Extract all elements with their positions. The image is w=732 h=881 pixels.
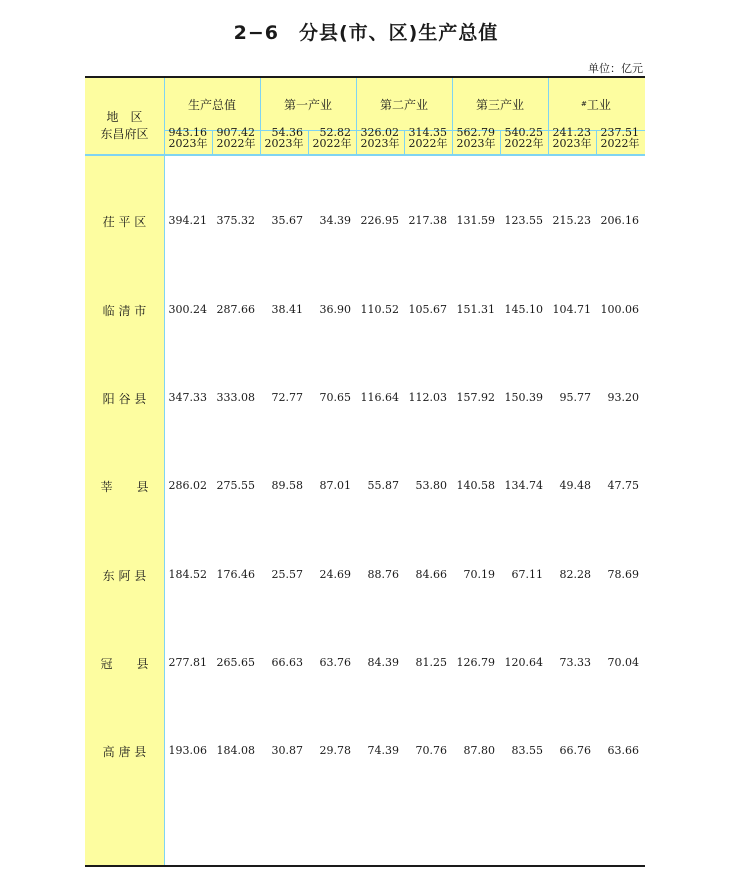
table-cell: 73.33 — [559, 656, 591, 669]
table-cell: 38.41 — [271, 303, 303, 316]
table-cell: 70.19 — [463, 568, 495, 581]
row-label: 东昌府区 — [100, 127, 149, 141]
table-cell: 265.65 — [216, 656, 255, 669]
unit-label: 单位：亿元 — [588, 62, 643, 75]
table-cell: 72.77 — [271, 391, 303, 404]
table-cell: 24.69 — [319, 568, 351, 581]
table-cell: 83.55 — [511, 744, 543, 757]
table-bottom-rule — [85, 865, 645, 867]
table-cell: 78.69 — [607, 568, 639, 581]
header-year: 2022年 — [408, 136, 448, 150]
header-year: 2023年 — [552, 136, 592, 150]
header-group-2: 第二产业 — [379, 97, 428, 112]
row-label: 茌 平 区 — [102, 215, 147, 229]
table-cell: 63.66 — [607, 744, 639, 757]
row-label: 高 唐 县 — [102, 745, 147, 759]
row-label: 阳 谷 县 — [102, 392, 147, 406]
table-cell: 36.90 — [319, 303, 351, 316]
header-year: 2022年 — [312, 136, 352, 150]
table-cell: 82.28 — [559, 568, 591, 581]
table-cell: 157.92 — [456, 391, 495, 404]
header-year: 2023年 — [168, 136, 208, 150]
table-cell: 116.64 — [360, 391, 399, 404]
header-area: 地 区 — [106, 109, 143, 124]
table-cell: 140.58 — [456, 479, 495, 492]
header-year: 2023年 — [456, 136, 496, 150]
header-group-1: 第一产业 — [283, 97, 332, 112]
table-cell: 95.77 — [559, 391, 591, 404]
table-cell: 562.79 — [456, 126, 495, 139]
header-year: 2022年 — [504, 136, 544, 150]
table-cell: 84.39 — [367, 656, 399, 669]
table-cell: 84.66 — [415, 568, 447, 581]
table-cell: 110.52 — [360, 303, 399, 316]
table-cell: 277.81 — [168, 656, 207, 669]
table-cell: 34.39 — [319, 214, 351, 227]
table-cell: 87.01 — [319, 479, 351, 492]
table-cell: 81.25 — [415, 656, 447, 669]
table-cell: 314.35 — [408, 126, 447, 139]
table-cell: 326.02 — [360, 126, 399, 139]
table-cell: 70.65 — [319, 391, 351, 404]
table-cell: 375.32 — [216, 214, 255, 227]
table-cell: 105.67 — [408, 303, 447, 316]
header-group-4 — [548, 78, 644, 130]
table-cell: 943.16 — [168, 126, 207, 139]
table-cell: 53.80 — [415, 479, 447, 492]
header-year: 2022年 — [216, 136, 256, 150]
page-title: 2−6 分县(市、区)生产总值 — [233, 22, 499, 44]
header-year: 2023年 — [264, 136, 304, 150]
table-cell: 193.06 — [168, 744, 207, 757]
table-cell: 87.80 — [463, 744, 495, 757]
table-cell: 54.36 — [271, 126, 303, 139]
row-label: 莘 县 — [100, 480, 149, 494]
row-label: 东 阿 县 — [102, 569, 147, 583]
table-cell: 237.51 — [600, 126, 639, 139]
table-cell: 333.08 — [216, 391, 255, 404]
table-cell: 145.10 — [504, 303, 543, 316]
table-cell: 66.76 — [559, 744, 591, 757]
table-cell: 907.42 — [216, 126, 255, 139]
table-cell: 89.58 — [271, 479, 303, 492]
table-cell: 131.59 — [456, 214, 495, 227]
table-cell: 66.63 — [271, 656, 303, 669]
table-cell: 30.87 — [271, 744, 303, 757]
table-cell: 184.08 — [216, 744, 255, 757]
table-cell: 134.74 — [504, 479, 543, 492]
table-cell: 74.39 — [367, 744, 399, 757]
table-cell: 150.39 — [504, 391, 543, 404]
header-bottom-rule — [85, 154, 645, 156]
table-cell: 52.82 — [319, 126, 351, 139]
header-group-label: 工业 — [586, 97, 611, 112]
table-cell: 55.87 — [367, 479, 399, 492]
table-cell: 123.55 — [504, 214, 543, 227]
table-cell: 540.25 — [504, 126, 543, 139]
table-cell: 226.95 — [360, 214, 399, 227]
industry-mark: # — [581, 100, 587, 108]
table-cell: 67.11 — [511, 568, 543, 581]
table-cell: 347.33 — [168, 391, 207, 404]
table-cell: 104.71 — [552, 303, 591, 316]
table-cell: 176.46 — [216, 568, 255, 581]
table-cell: 287.66 — [216, 303, 255, 316]
table-cell: 47.75 — [607, 479, 639, 492]
table-cell: 286.02 — [168, 479, 207, 492]
table-cell: 275.55 — [216, 479, 255, 492]
table-cell: 215.23 — [552, 214, 591, 227]
table-cell: 25.57 — [271, 568, 303, 581]
table-cell: 100.06 — [600, 303, 639, 316]
table-cell: 151.31 — [456, 303, 495, 316]
table-cell: 120.64 — [504, 656, 543, 669]
header-year: 2023年 — [360, 136, 400, 150]
table-cell: 29.78 — [319, 744, 351, 757]
row-label: 冠 县 — [100, 657, 149, 671]
table-cell: 184.52 — [168, 568, 207, 581]
header-year: 2022年 — [600, 136, 640, 150]
table-cell: 49.48 — [559, 479, 591, 492]
table-cell: 126.79 — [456, 656, 495, 669]
table-cell: 112.03 — [408, 391, 447, 404]
header-group-0: 生产总值 — [187, 97, 236, 112]
table-cell: 206.16 — [600, 214, 639, 227]
table-cell: 70.04 — [607, 656, 639, 669]
table-cell: 241.23 — [552, 126, 591, 139]
gdp-table — [85, 76, 645, 867]
table-cell: 70.76 — [415, 744, 447, 757]
table-cell: 88.76 — [367, 568, 399, 581]
table-cell: 63.76 — [319, 656, 351, 669]
table-cell: 35.67 — [271, 214, 303, 227]
table-cell: 217.38 — [408, 214, 447, 227]
header-group-3: 第三产业 — [475, 97, 524, 112]
table-cell: 93.20 — [607, 391, 639, 404]
row-label: 临 清 市 — [102, 304, 147, 318]
table-cell: 300.24 — [168, 303, 207, 316]
table-cell: 394.21 — [168, 214, 207, 227]
